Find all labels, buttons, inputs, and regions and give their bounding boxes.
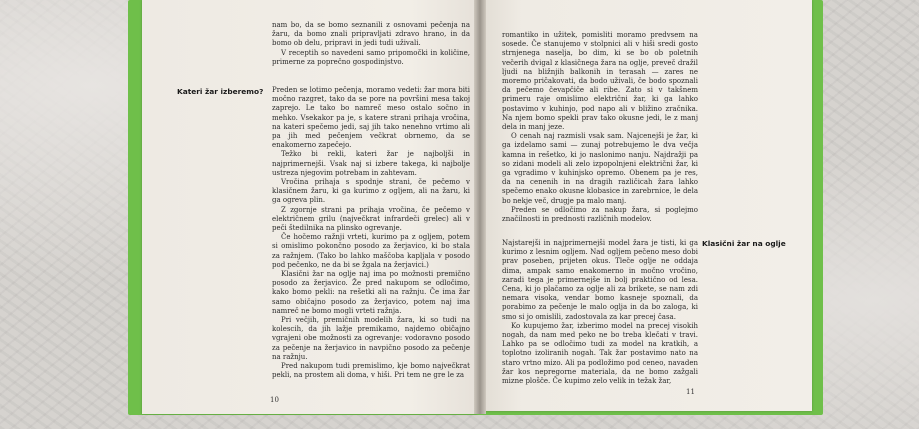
paragraph: Vročina prihaja s spodnje strani, če pečemo v klasičnem žaru, ki ga kurimo z ogljem, ali na žaru, ki ga ogreva plin.: [272, 178, 470, 205]
right-page-intro: [502, 31, 698, 224]
paragraph: romantiko in užitek, pomisliti moramo predvsem na sosede. Če stanujemo v stolpnici ali v hiši sredi gosto strnjenega naselja, bo dim, ki se bo ob poletnih večerih dvigal z klasičnega žara na oglje, prevеč dražil ljudi na bližnjih balkonih in terasah — zares ne moremo pričakovati, da bodo uživali, če bodo spoznali da pečemo čevapčiče ali ribe. Zato si v takšnem primeru raje omislimo električni žar, ki ga lahko postavimo v kuhinjo, pod napo ali v bližino zračnika. Na njem bomo spekli prav tako okusne jedi, le z manj dela in manj jeze.: [502, 31, 698, 132]
paragraph: Z zgornje strani pa prihaja vročina, če pečemo v električnem grilu (največkrat infrardeči grelec) ali v peči štedilnika na plinsko ogrevanje.: [272, 205, 470, 233]
paragraph: Težko bi rekli, kateri žar je najboljši in najprimernejši. Vsak naj si izbere takega, ki najbolje ustreza njegovim potrebam in zahtevam.: [272, 150, 470, 177]
paragraph: Pred nakupom tudi premislimo, kje bomo največkrat pekli, na prostem ali doma, v hiši. Pri tem ne gre le za: [272, 362, 470, 380]
paragraph: V receptih so navedeni samo pripomočki in količine, primerne za poprečno gospodinjstvo.: [272, 48, 470, 66]
paragraph: Ko kupujemo žar, izberimo model na precej visokih nogah, da nam med peko ne bo treba klečati v travi. Lahko pa se odločimo tudi za model na kratkih, a toplotno izoliranih nogah. Tak žar postavimo nato na staro vrtno mizo. Ali pa podložimo pod ceneo, navaden žar kos nepregorne materiala, da ne bomo zažgali mizne plošče. Če kupimo zelo velik in težak žar,: [502, 321, 698, 386]
paragraph: Pri večjih, premičnih modelih žara, ki so tudi na kolescih, da jih lažje premikamo, najdemo običajno vgrajeni obe možnosti za ogrevanje: vodoravno posodo za pečenje na žerjavico in navpično posodo za pečenje na ražnju.: [272, 316, 470, 361]
left-page-intro: [272, 21, 470, 67]
section-heading-which-grill: Kateri žar izberemo?: [177, 87, 264, 96]
paragraph: nam bo, da se bomo seznanili z osnovami pečenja na žaru, da bomo znali pripravljati zdravo hrano, in da bomo ob delu, pripravi in jedi tudi uživali.: [272, 21, 470, 48]
paragraph: Klasični žar na oglje naj ima po možnosti premično posodo za žerjavico. Že pred nakupom se odločimo, kako bomo pekli: na rešetki ali na ražnju. Če ima žar samo običajno posodo za žerjavico, potem naj ima namreč ne bomo mogli vrteti ražnja.: [272, 270, 470, 315]
paragraph: Preden se lotimo pečenja, moramo vedeti: žar mora biti močno razgret, tako da se pore na površini mesa takoj zaprejo. Le tako bo namreč meso ostalo sočno in mehko. Vsekakor pa je, s katere strani prihaja vročina, na kateri spečemo jedi, saj jih tako nenehno vrtimo ali pa jih med pečenjem večkrat obrnemo, da se enakomerno zapečejo.: [272, 86, 470, 150]
paragraph: Preden se odločimo za nakup žara, si poglejmo značilnosti in prednosti različnih modelov.: [502, 205, 698, 224]
page-number-right: 11: [686, 388, 695, 396]
page-number-left: 10: [270, 396, 279, 404]
section-heading-classic-charcoal-grill: Klasični žar na oglje: [702, 239, 786, 248]
left-page-body: [272, 86, 470, 381]
book-gutter: [474, 0, 486, 414]
paragraph: Najstarejši in najprimernejši model žara je tisti, ki ga kurimo z lesnim ogljem. Nad ogljem pečeno meso dobi prav poseben, prijeten okus. Tleče oglje ne oddaja dima, ampak samo enakomerno in močno vročino, zaradi tega je primernejše in bolj praktično od lesa. Cena, ki jo plačamo za oglje ali za brikete, se nam zdi nemara visoka, vendar bomo kasneje spoznali, da porabimo za pečenje le malo oglja in da bo zaloga, ki smo si jo omislili, zadostovala za kar precej časa.: [502, 239, 698, 321]
paragraph: Če hočemo ražnji vrteti, kurimo pa z ogljem, potem si omislimo pokončno posodo za žerjavico, ki bo stala za ražnjem. (Tako bo lahko maščoba kapljala v posodo pod pečenko, ne da bi se žgala na žerjavici.): [272, 233, 470, 269]
right-page-body: [502, 239, 698, 386]
paragraph: O cenah naj razmisli vsak sam. Najcenejši je žar, ki ga izdelamo sami — zunaj potrebujemo le dva večja kamna in rešetko, ki jo naslonimo nanju. Najdražji pa so zidani modeli ali zelo izpopolnjeni električni žar, ki ga vgradimo v kuhinjsko opremo. Obenem pa je res, da na cenenih in na dragih različicah žara lahko spečemo enako okusne klobasice in zarebrnice, le dela bo nekje več, drugje pa malo manj.: [502, 132, 698, 205]
